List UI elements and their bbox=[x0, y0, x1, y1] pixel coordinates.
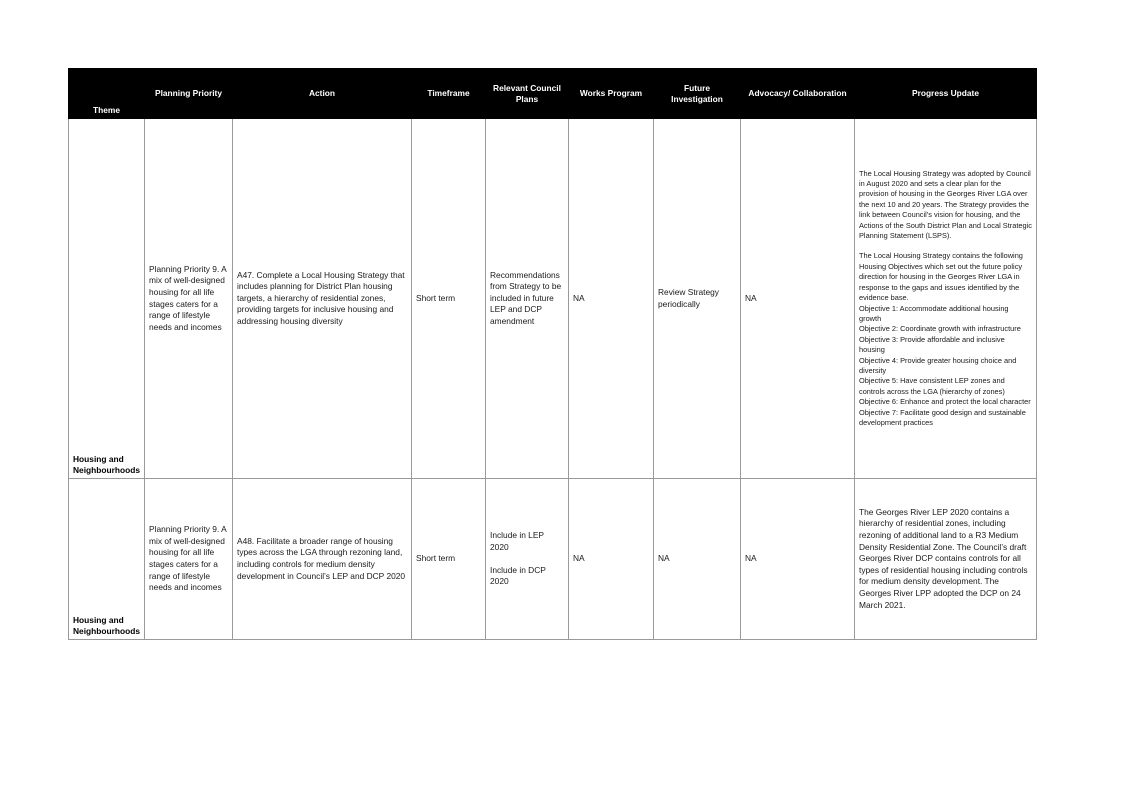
timeframe-cell: Short term bbox=[412, 119, 486, 479]
relevant-council-plans-cell bbox=[486, 119, 569, 479]
header-future-investigation: Future Investigation bbox=[654, 69, 741, 119]
advocacy-collaboration-cell: NA bbox=[741, 119, 855, 479]
progress-paragraph: The Georges River LEP 2020 contains a hierarchy of residential zones, including rezoning of additional land to a R3 Medium Density Residential Zone. The Council’s draft Georges River DCP contains controls for all types of residential housing including controls for medium density development. The Georges River LPP adopted the DCP on 24 March 2021. bbox=[859, 506, 1028, 610]
relevant-council-plans-cell bbox=[486, 479, 569, 640]
council-plan-item: Recommendations from Strategy to be included in future LEP and DCP amendment bbox=[490, 269, 562, 326]
progress-paragraph: The Local Housing Strategy contains the following Housing Objectives which set out the future policy direction for housing in the Georges River LGA in response to the gaps and issues identified by the evidence base. bbox=[859, 251, 1023, 303]
council-plan-item: Include in LEP 2020 bbox=[490, 530, 544, 552]
progress-update-cell bbox=[855, 119, 1037, 479]
objective-item: Objective 6: Enhance and protect the local character bbox=[859, 397, 1031, 407]
works-program-cell: NA bbox=[569, 119, 654, 479]
works-program-cell: NA bbox=[569, 479, 654, 640]
planning-priority-cell: Planning Priority 9. A mix of well-designed housing for all life stages caters for a range of lifestyle needs and incomes bbox=[145, 479, 233, 640]
council-plan-item: Include in DCP 2020 bbox=[490, 564, 546, 587]
progress-update-cell bbox=[855, 479, 1037, 640]
timeframe-cell: Short term bbox=[412, 479, 486, 640]
planning-priority-cell: Planning Priority 9. A mix of well-designed housing for all life stages caters for a range of lifestyle needs and incomes bbox=[145, 119, 233, 479]
header-theme: Theme bbox=[69, 69, 145, 119]
theme-cell: Housing and Neighbourhoods bbox=[69, 119, 145, 479]
objective-item: Objective 7: Facilitate good design and sustainable development practices bbox=[859, 407, 1026, 427]
advocacy-collaboration-cell: NA bbox=[741, 479, 855, 640]
table-row bbox=[69, 479, 1037, 640]
table-row bbox=[69, 119, 1037, 479]
header-advocacy-collaboration: Advocacy/ Collaboration bbox=[741, 69, 855, 119]
progress-paragraph: The Local Housing Strategy was adopted by Council in August 2020 and sets a clear plan for the provision of housing in the Georges River LGA over the next 10 and 20 years. The Strategy provides the link between Council’s vision for housing, and the Actions of the South District Plan and Local Strategic Planning Statement (LSPS). bbox=[859, 168, 1032, 241]
action-cell: A47. Complete a Local Housing Strategy that includes planning for District Plan housing targets, a hierarchy of residential zones, providing targets for inclusive housing and addressing housing diversity bbox=[233, 119, 412, 479]
table-body bbox=[69, 119, 1037, 640]
objective-item: Objective 4: Provide greater housing choice and diversity bbox=[859, 355, 1017, 375]
header-action: Action bbox=[233, 69, 412, 119]
header-timeframe: Timeframe bbox=[412, 69, 486, 119]
header-progress-update: Progress Update bbox=[855, 69, 1037, 119]
header-planning-priority: Planning Priority bbox=[145, 69, 233, 119]
objective-item: Objective 2: Coordinate growth with infrastructure bbox=[859, 324, 1021, 334]
action-plan-table bbox=[68, 68, 1037, 640]
future-investigation-cell: NA bbox=[654, 479, 741, 640]
table-header bbox=[69, 69, 1037, 119]
header-works-program: Works Program bbox=[569, 69, 654, 119]
objective-item: Objective 5: Have consistent LEP zones and controls across the LGA (hierarchy of zones) bbox=[859, 376, 1005, 396]
action-cell: A48. Facilitate a broader range of housing types across the LGA through rezoning land, including controls for medium density development in Council’s LEP and DCP 2020 bbox=[233, 479, 412, 640]
header-relevant-council-plans: Relevant Council Plans bbox=[486, 69, 569, 119]
theme-cell: Housing and Neighbourhoods bbox=[69, 479, 145, 640]
header-row bbox=[69, 69, 1037, 119]
future-investigation-cell: Review Strategy periodically bbox=[654, 119, 741, 479]
objective-item: Objective 3: Provide affordable and inclusive housing bbox=[859, 334, 1005, 355]
objective-item: Objective 1: Accommodate additional housing growth bbox=[859, 303, 1009, 323]
